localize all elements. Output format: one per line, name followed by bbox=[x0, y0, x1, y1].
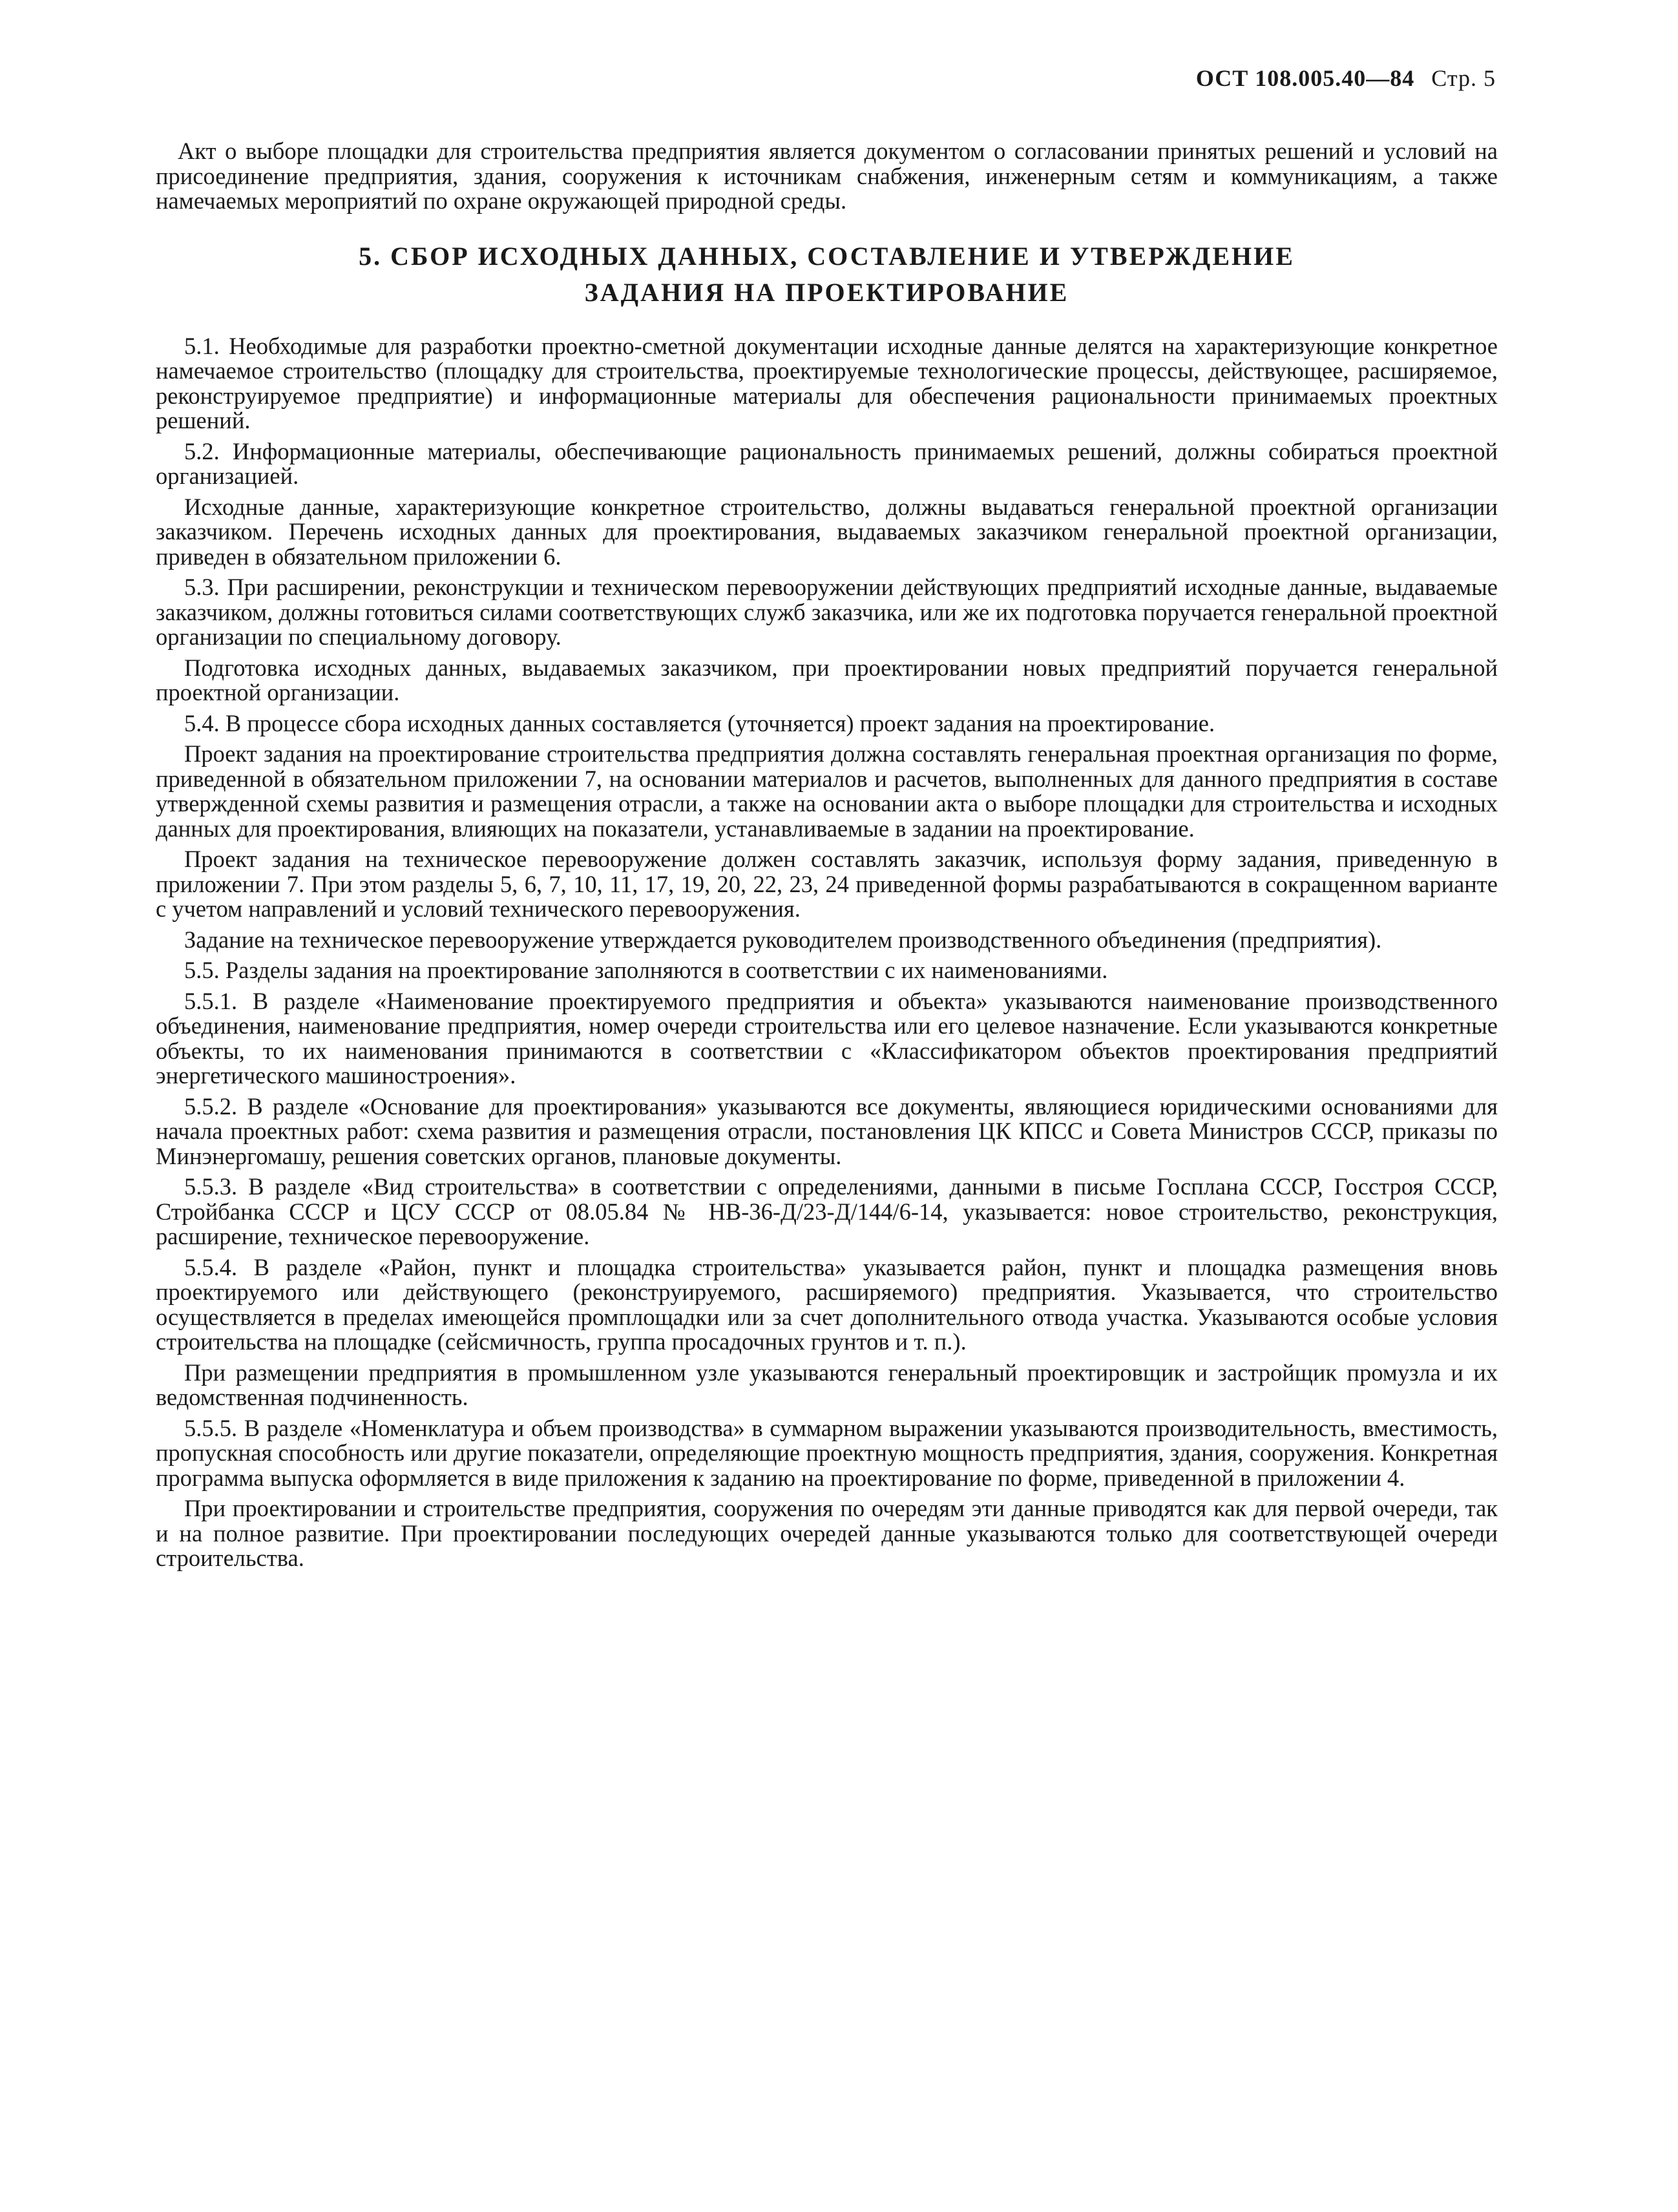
paragraph-5-3: 5.3. При расширении, реконструкции и техническом перевооружении действующих предприятий исходные данные, выдаваемые заказчиком, должны готовиться силами соответствующих служб заказчика, или же их подготовка поручается генеральной проектной организации по специальному договору. bbox=[156, 574, 1498, 650]
paragraph-5-1: 5.1. Необходимые для разработки проектно-сметной документации исходные данные делятся на характеризующие конкретное намечаемое строительство (площадку для строительства, проектируемые технологические процессы, действующее, расширяемое, реконструируемое предприятие) и информационные материалы для обеспечения рациональности принимаемых проектных решений. bbox=[156, 332, 1498, 433]
paragraph: Проект задания на техническое перевооружение должен составлять заказчик, используя форму задания, приведенную в приложении 7. При этом разделы 5, 6, 7, 10, 11, 17, 19, 20, 22, 23, 24 приведенной формы разрабатываются в сокращенном варианте с учетом направлений и условий технического перевооружения. bbox=[156, 846, 1498, 922]
paragraph-5-5-3: 5.5.3. В разделе «Вид строительства» в соответствии с определениями, данными в письме Госплана СССР, Госстроя СССР, Стройбанка СССР и ЦСУ СССР от 08.05.84 № НВ-36-Д/23-Д/144/6-14, указывается: новое строительство, реконструкция, расширение, техническое перевооружение. bbox=[156, 1173, 1498, 1249]
intro-paragraph: Акт о выборе площадки для строительства предприятия является документом о согласовании принятых решений и условий на присоединение предприятия, здания, сооружения к источникам снабжения, инженерным сетям и коммуникациям, а также намечаемых мероприятий по охране окружающей природной среды. bbox=[156, 138, 1498, 214]
document-body bbox=[156, 139, 1498, 1577]
paragraph-5-4: 5.4. В процессе сбора исходных данных составляется (уточняется) проект задания на проектирование. bbox=[184, 709, 1215, 736]
doc-code: ОСТ 108.005.40—84 bbox=[1195, 65, 1415, 91]
page-number: Стр. 5 bbox=[1431, 65, 1496, 91]
paragraph: Исходные данные, характеризующие конкретное строительство, должны выдаваться генеральной проектной организации заказчиком. Перечень исходных данных для проектирования, выдаваемых заказчиком генеральной проектной организации, приведен в обязательном приложении 6. bbox=[156, 493, 1498, 570]
page-header bbox=[1196, 65, 1496, 92]
section-title bbox=[156, 238, 1498, 311]
section-title-line-2: ЗАДАНИЯ НА ПРОЕКТИРОВАНИЕ bbox=[584, 277, 1069, 307]
paragraph-5-2: 5.2. Информационные материалы, обеспечивающие рациональность принимаемых решений, должны собираться проектной организацией. bbox=[156, 437, 1498, 489]
paragraph-5-5: 5.5. Разделы задания на проектирование заполняются в соответствии с их наименованиями. bbox=[184, 957, 1108, 983]
paragraph-5-5-2: 5.5.2. В разделе «Основание для проектирования» указываются все документы, являющиеся юридическими основаниями для начала проектных работ: схема развития и размещения отрасли, постановления ЦК КПСС и Совета Министров СССР, приказы по Минэнергомашу, решения советских органов, плановые документы. bbox=[156, 1092, 1498, 1169]
paragraph: Подготовка исходных данных, выдаваемых заказчиком, при проектировании новых предприятий поручается генеральной проектной организации. bbox=[156, 654, 1498, 705]
paragraph-5-5-1: 5.5.1. В разделе «Наименование проектируемого предприятия и объекта» указываются наименование производственного объединения, наименование предприятия, номер очереди строительства или его целевое назначение. Если указываются конкретные объекты, то их наименования принимаются в соответствии с «Классификатором объектов проектирования предприятий энергетического машиностроения». bbox=[156, 987, 1498, 1089]
section-title-line-1: 5. СБОР ИСХОДНЫХ ДАННЫХ, СОСТАВЛЕНИЕ И УТВЕРЖДЕНИЕ bbox=[359, 241, 1295, 271]
paragraph: Проект задания на проектирование строительства предприятия должна составлять генеральная проектная организация по форме, приведенной в обязательном приложении 7, на основании материалов и расчетов, выполненных для данного предприятия в составе утвержденной схемы развития и размещения отрасли, а также на основании акта о выборе площадки для строительства и исходных данных для проектирования, влияющих на показатели, устанавливаемые в задании на проектирование. bbox=[156, 740, 1498, 842]
paragraph: При проектировании и строительстве предприятия, сооружения по очередям эти данные приводятся как для первой очереди, так и на полное развитие. При проектировании последующих очередей данные указываются только для соответствующей очереди строительства. bbox=[156, 1495, 1498, 1571]
paragraph: Задание на техническое перевооружение утверждается руководителем производственного объединения (предприятия). bbox=[184, 926, 1382, 953]
paragraph: При размещении предприятия в промышленном узле указываются генеральный проектировщик и застройщик промузла и их ведомственная подчиненность. bbox=[156, 1359, 1498, 1410]
paragraph-5-5-4: 5.5.4. В разделе «Район, пункт и площадка строительства» указывается район, пункт и площадка размещения вновь проектируемого или действующего (реконструируемого, расширяемого) предприятия. Указывается, что строительство осуществляется в пределах имеющейся промплощадки или за счет дополнительного отвода участка. Указываются особые условия строительства на площадке (сейсмичность, группа просадочных грунтов и т. п.). bbox=[156, 1253, 1498, 1355]
paragraph-5-5-5: 5.5.5. В разделе «Номенклатура и объем производства» в суммарном выражении указываются производительность, вместимость, пропускная способность или другие показатели, определяющие проектную мощность предприятия, здания, сооружения. Конкретная программа выпуска оформляется в виде приложения к заданию на проектирование по форме, приведенной в приложении 4. bbox=[156, 1414, 1498, 1491]
